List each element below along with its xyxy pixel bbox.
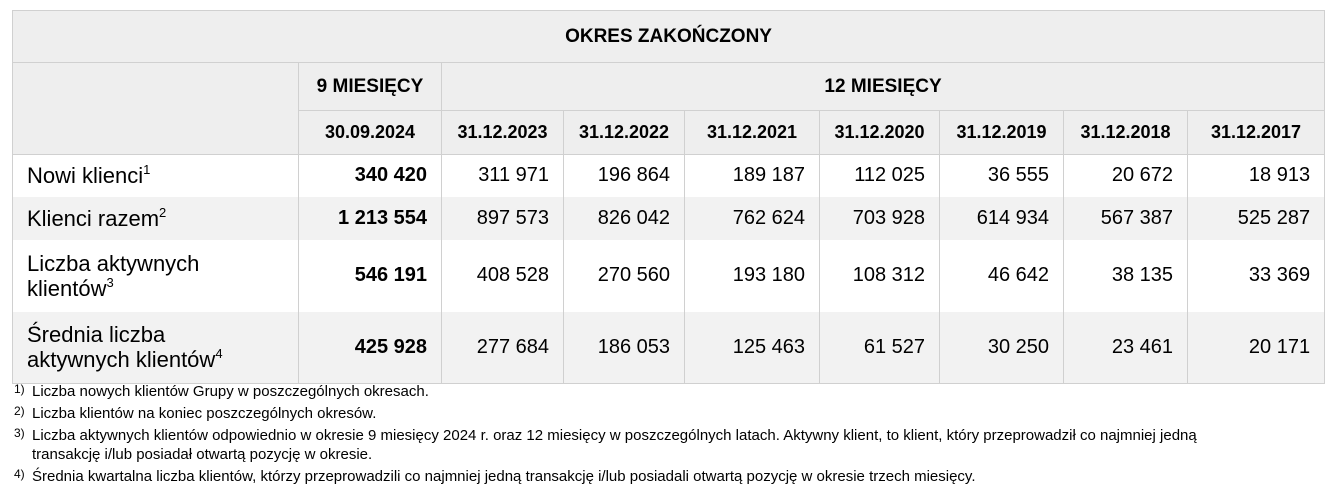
table-cell: 112 025 [820, 155, 940, 197]
footnote-ref: 3 [106, 274, 114, 290]
footnote-text: Liczba nowych klientów Grupy w poszczególnych okresach. [32, 383, 429, 400]
table-cell: 38 135 [1064, 240, 1188, 312]
footnote [14, 382, 1314, 401]
footnote [14, 467, 1314, 486]
table-cell: 46 642 [940, 240, 1064, 312]
table-row [13, 312, 1325, 384]
table-cell: 703 928 [820, 197, 940, 240]
footnote-ref: 1 [143, 162, 151, 178]
table-cell: 525 287 [1188, 197, 1325, 240]
footnote-marker: 1) [14, 382, 25, 396]
footnote [14, 426, 1222, 464]
footnote-text: Liczba klientów na koniec poszczególnych okresów. [32, 405, 377, 422]
table-cell: 193 180 [685, 240, 820, 312]
date-header: 31.12.2020 [820, 111, 940, 155]
table-cell: 897 573 [442, 197, 564, 240]
table-cell: 408 528 [442, 240, 564, 312]
table-row [13, 155, 1325, 197]
table-cell: 20 171 [1188, 312, 1325, 384]
footnote-text: Średnia kwartalna liczba klientów, którzy przeprowadzili co najmniej jedną transakcję i/lub posiadali otwartą pozycję w okresie trzech miesięcy. [32, 468, 976, 485]
date-header: 31.12.2017 [1188, 111, 1325, 155]
header-12-months: 12 MIESIĘCY [442, 63, 1325, 111]
footnote-ref: 2 [159, 204, 167, 220]
table-cell: 311 971 [442, 155, 564, 197]
header-blank-cell [13, 63, 299, 155]
table-cell: 1 213 554 [299, 197, 442, 240]
table-cell: 125 463 [685, 312, 820, 384]
table-cell: 33 369 [1188, 240, 1325, 312]
table-title: OKRES ZAKOŃCZONY [13, 11, 1325, 63]
date-header: 30.09.2024 [299, 111, 442, 155]
table-cell: 36 555 [940, 155, 1064, 197]
table-cell: 270 560 [564, 240, 685, 312]
table-cell: 108 312 [820, 240, 940, 312]
table-row [13, 240, 1325, 312]
table-cell: 189 187 [685, 155, 820, 197]
clients-table [12, 10, 1325, 384]
table-cell: 425 928 [299, 312, 442, 384]
row-label: Nowi klienci$^1$ [13, 155, 299, 197]
header-9-months: 9 MIESIĘCY [299, 63, 442, 111]
date-header: 31.12.2019 [940, 111, 1064, 155]
table-cell: 30 250 [940, 312, 1064, 384]
table-cell: 186 053 [564, 312, 685, 384]
footnote-marker: 4) [14, 467, 25, 481]
row-label: Średnia liczba aktywnych klientów$^4$ [13, 312, 299, 384]
table-cell: 23 461 [1064, 312, 1188, 384]
table-cell: 567 387 [1064, 197, 1188, 240]
table-cell: 762 624 [685, 197, 820, 240]
footnote-marker: 2) [14, 404, 25, 418]
date-header: 31.12.2021 [685, 111, 820, 155]
row-label: Klienci razem$^2$ [13, 197, 299, 240]
date-header: 31.12.2023 [442, 111, 564, 155]
footnotes [14, 382, 1314, 489]
table-cell: 61 527 [820, 312, 940, 384]
footnote-ref: 4 [215, 346, 223, 362]
table-cell: 277 684 [442, 312, 564, 384]
table-row [13, 197, 1325, 240]
table-cell: 826 042 [564, 197, 685, 240]
table-cell: 546 191 [299, 240, 442, 312]
row-label: Liczba aktywnych klientów$^3$ [13, 240, 299, 312]
table-cell: 340 420 [299, 155, 442, 197]
footnote [14, 404, 1314, 423]
table-cell: 196 864 [564, 155, 685, 197]
clients-table-container [12, 10, 1324, 384]
table-cell: 20 672 [1064, 155, 1188, 197]
date-header: 31.12.2018 [1064, 111, 1188, 155]
table-cell: 614 934 [940, 197, 1064, 240]
footnote-text: Liczba aktywnych klientów odpowiednio w okresie 9 miesięcy 2024 r. oraz 12 miesięcy w poszczególnych latach. Aktywny klient, to klient, który przeprowadził co najmniej jedną transakcję i/lub posiadał otwartą pozycję w okresie. [32, 427, 1197, 463]
footnote-marker: 3) [14, 426, 25, 440]
date-header: 31.12.2022 [564, 111, 685, 155]
table-cell: 18 913 [1188, 155, 1325, 197]
